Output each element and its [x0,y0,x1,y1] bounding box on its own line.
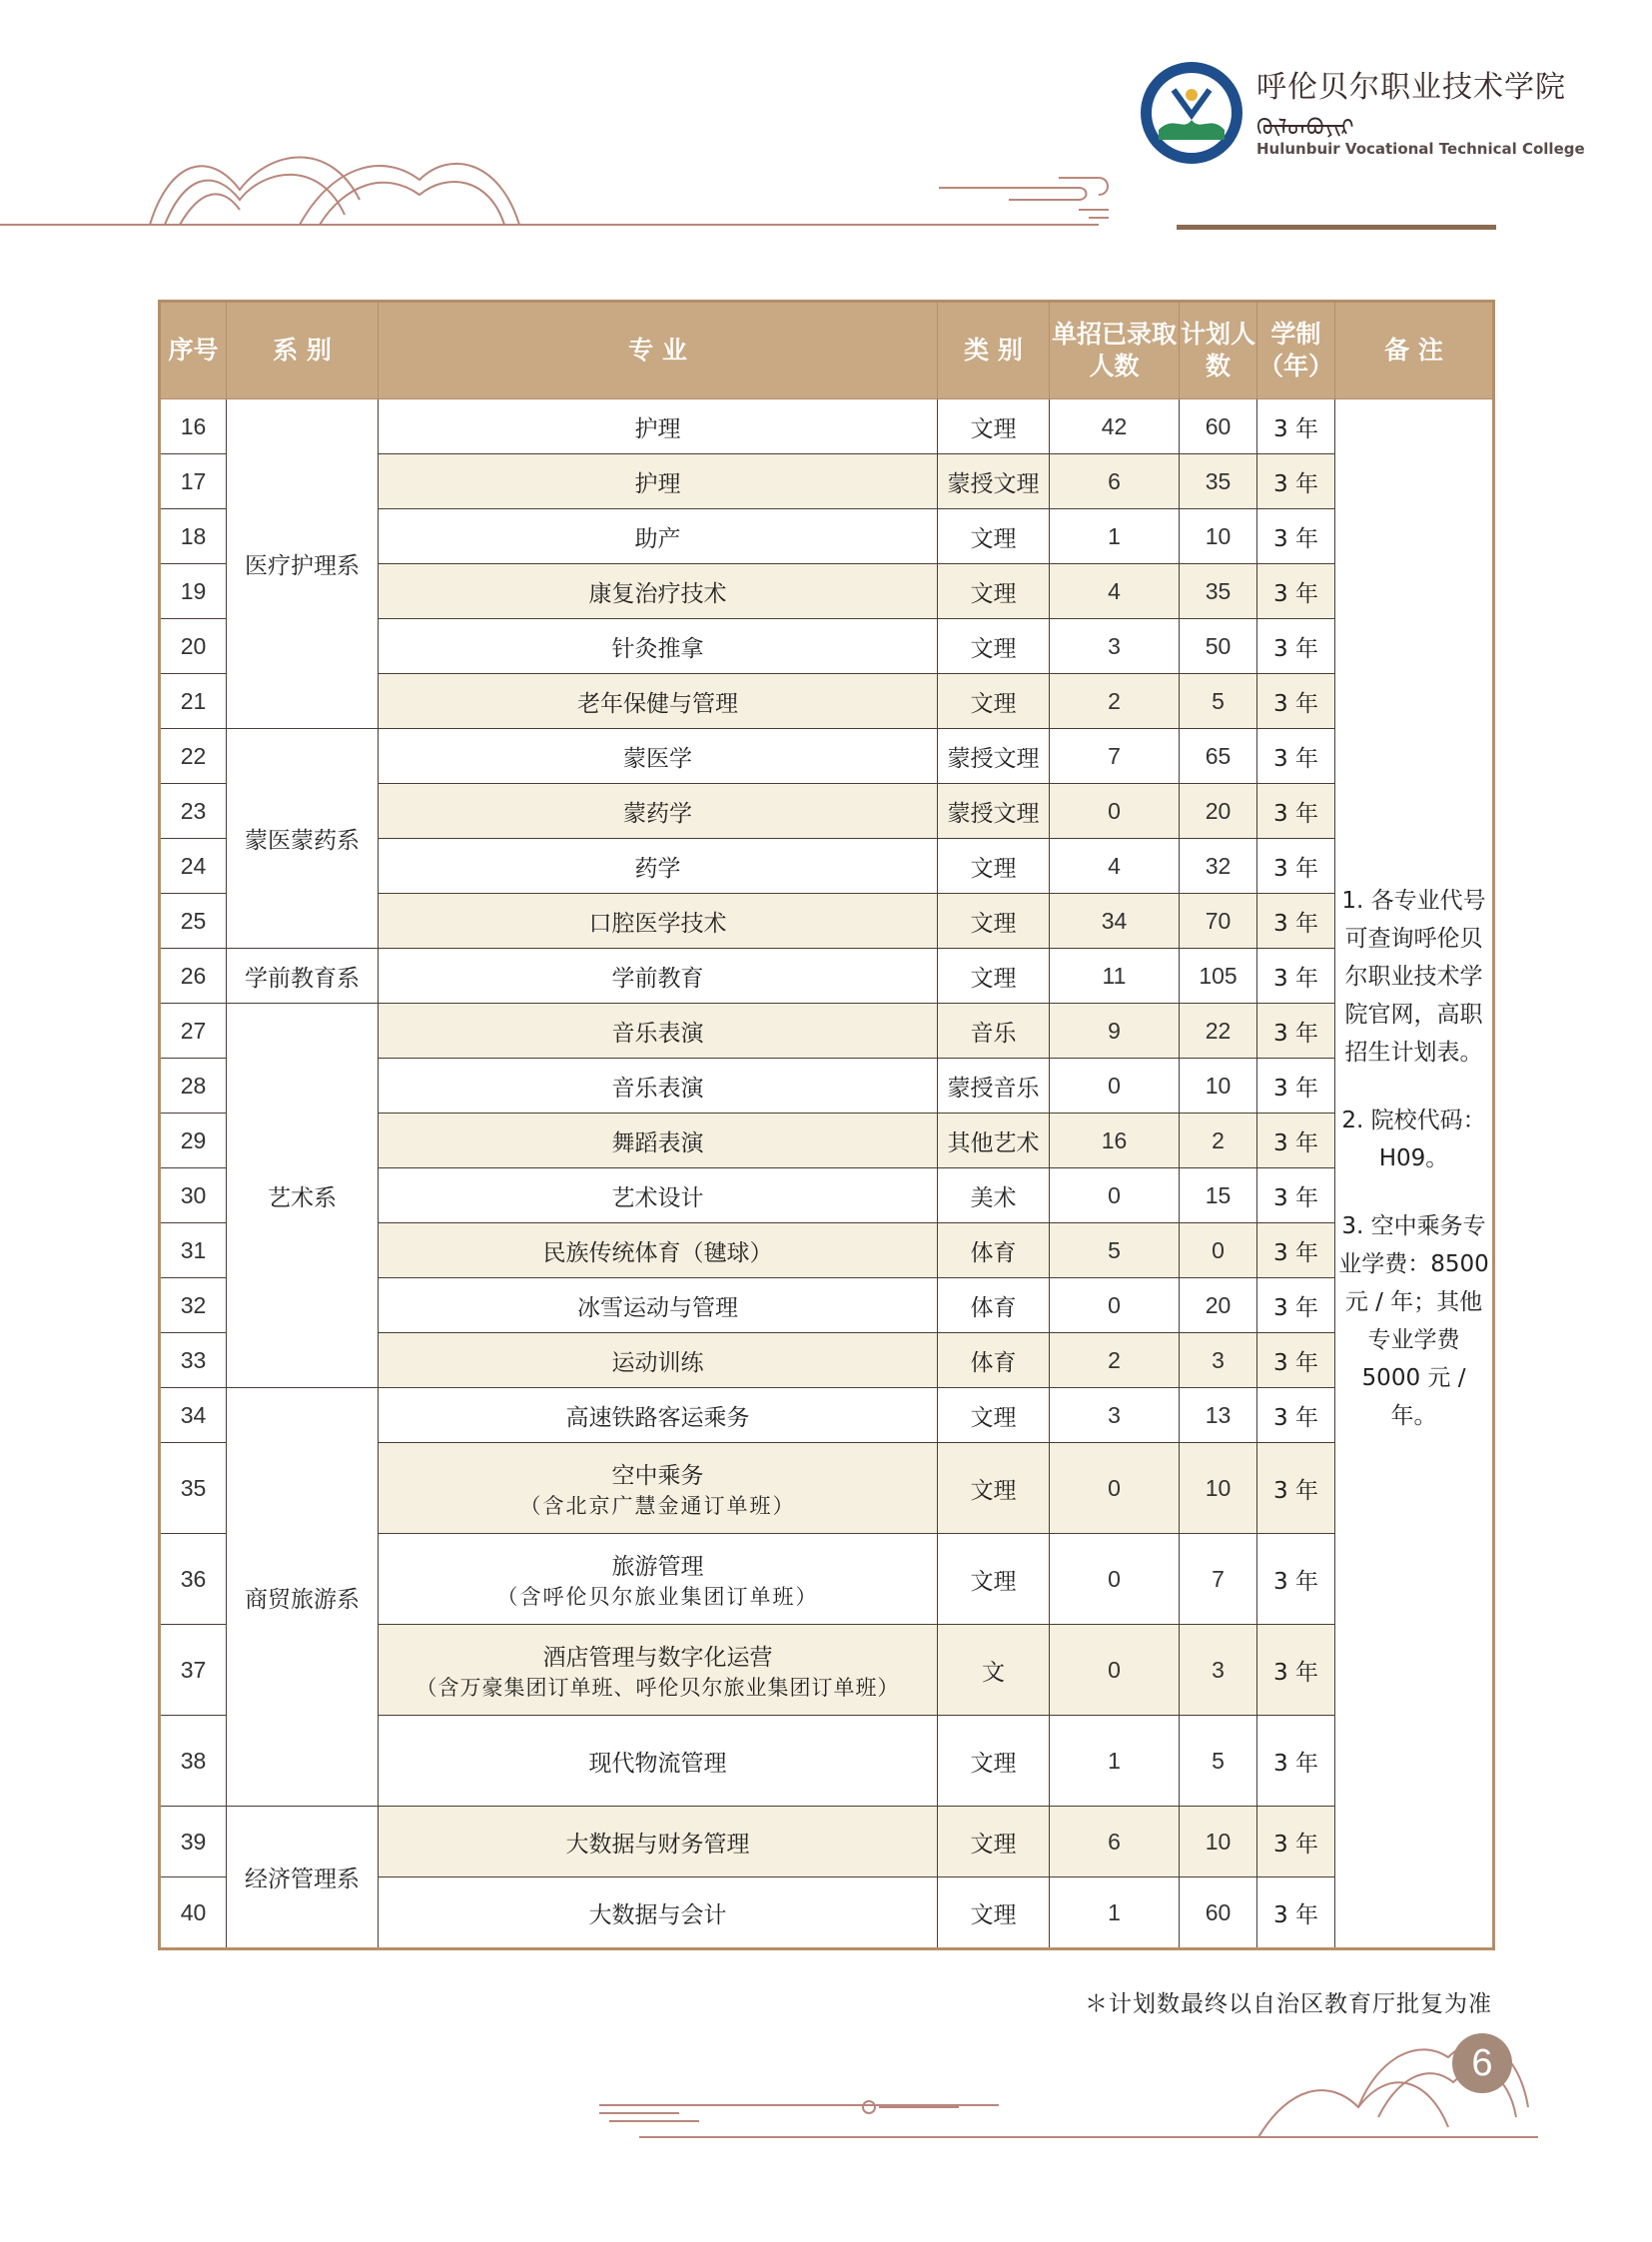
cell-no: 24 [160,839,227,894]
cell-category: 蒙授文理 [938,729,1050,784]
cell-admitted: 0 [1050,1278,1180,1333]
footnote: ＊计划数最终以自治区教育厅批复为准 [1085,1991,1492,2017]
cell-major: 音乐表演 [379,1004,938,1059]
cell-dept: 蒙医蒙药系 [227,729,379,949]
cell-years: 3 年 [1257,619,1335,674]
cell-major: 冰雪运动与管理 [379,1278,938,1333]
school-logo-block [1139,60,1652,170]
cell-major: 口腔医学技术 [379,894,938,949]
cell-dept: 经济管理系 [227,1807,379,1949]
table-row [160,1004,1494,1059]
page-number-badge: 6 [1452,2033,1512,2093]
cell-no: 26 [160,949,227,1004]
col-header-category: 类 别 [938,302,1050,399]
school-name-mongolian: ᠬᠥᠯᠥᠨᠪᠤᠶᠢᠷ [1256,116,1354,141]
cell-years: 3 年 [1257,1059,1335,1114]
cell-plan: 13 [1180,1388,1257,1443]
cell-category: 音乐 [938,1004,1050,1059]
cell-plan: 32 [1180,839,1257,894]
cell-admitted: 0 [1050,1443,1180,1534]
cell-major: 艺术设计 [379,1168,938,1223]
cell-category: 文理 [938,1534,1050,1625]
cell-major: 助产 [379,509,938,564]
cell-years: 3 年 [1257,454,1335,509]
school-emblem-icon [1139,60,1244,166]
note-3: 3. 空中乘务专业学费：8500 元 / 年；其他专业学费 5000 元 / 年。 [1338,1213,1489,1429]
cell-category: 文理 [938,1877,1050,1949]
col-header-major: 专 业 [379,302,938,399]
cell-major: 大数据与会计 [379,1877,938,1949]
cell-plan: 50 [1180,619,1257,674]
col-header-years: 学制（年） [1257,302,1335,399]
cell-dept: 商贸旅游系 [227,1388,379,1807]
cell-years: 3 年 [1257,1223,1335,1278]
cell-plan: 20 [1180,1278,1257,1333]
cell-plan: 10 [1180,1059,1257,1114]
cell-admitted: 16 [1050,1114,1180,1168]
cell-years: 3 年 [1257,1333,1335,1388]
cell-years: 3 年 [1257,949,1335,1004]
table-row [160,1388,1494,1443]
cell-admitted: 3 [1050,619,1180,674]
cell-admitted: 3 [1050,1388,1180,1443]
cell-plan: 3 [1180,1625,1257,1716]
major-sub: （含万豪集团订单班、呼伦贝尔旅业集团订单班） [415,1675,900,1700]
cell-admitted: 2 [1050,1333,1180,1388]
major-name: 空中乘务 [611,1462,704,1489]
cell-years: 3 年 [1257,564,1335,619]
cell-no: 29 [160,1114,227,1168]
cell-plan: 22 [1180,1004,1257,1059]
cell-category: 文理 [938,564,1050,619]
cell-years: 3 年 [1257,1443,1335,1534]
cell-admitted: 0 [1050,1625,1180,1716]
cell-category: 其他艺术 [938,1114,1050,1168]
col-header-admitted: 单招已录取人数 [1050,302,1180,399]
cell-plan: 60 [1180,399,1257,454]
cell-dept: 学前教育系 [227,949,379,1004]
cell-admitted: 4 [1050,564,1180,619]
cell-dept: 艺术系 [227,1004,379,1388]
cell-years: 3 年 [1257,1004,1335,1059]
col-header-notes: 备 注 [1335,302,1494,399]
major-name: 旅游管理 [611,1553,704,1580]
cell-admitted: 1 [1050,1877,1180,1949]
cell-notes [1335,399,1494,1949]
cell-admitted: 2 [1050,674,1180,729]
cell-no: 31 [160,1223,227,1278]
cell-admitted: 7 [1050,729,1180,784]
cell-dept: 医疗护理系 [227,399,379,729]
cell-years: 3 年 [1257,674,1335,729]
cell-admitted: 34 [1050,894,1180,949]
cell-no: 38 [160,1716,227,1807]
cell-admitted: 11 [1050,949,1180,1004]
header-rule [1177,225,1496,230]
cell-no: 25 [160,894,227,949]
cell-no: 35 [160,1443,227,1534]
cell-admitted: 1 [1050,509,1180,564]
cell-no: 32 [160,1278,227,1333]
cell-admitted: 0 [1050,784,1180,839]
table-row [160,949,1494,1004]
table-row [160,729,1494,784]
cell-admitted: 0 [1050,1168,1180,1223]
major-sub: （含北京广慧金通订单班） [519,1493,796,1518]
cell-admitted: 0 [1050,1534,1180,1625]
cell-major: 现代物流管理 [379,1716,938,1807]
cell-plan: 10 [1180,1807,1257,1877]
cell-plan: 70 [1180,894,1257,949]
table-row [160,1807,1494,1877]
cell-major [379,1534,938,1625]
cell-category: 文理 [938,619,1050,674]
cell-category: 体育 [938,1278,1050,1333]
cell-major: 运动训练 [379,1333,938,1388]
cell-years: 3 年 [1257,1807,1335,1877]
cell-plan: 7 [1180,1534,1257,1625]
cell-category: 文理 [938,509,1050,564]
cell-no: 19 [160,564,227,619]
cell-plan: 10 [1180,509,1257,564]
col-header-plan: 计划人数 [1180,302,1257,399]
cell-plan: 65 [1180,729,1257,784]
cell-no: 20 [160,619,227,674]
cell-no: 30 [160,1168,227,1223]
cell-years: 3 年 [1257,729,1335,784]
cell-no: 37 [160,1625,227,1716]
cell-years: 3 年 [1257,399,1335,454]
cell-admitted: 9 [1050,1004,1180,1059]
school-name-en: Hulunbuir Vocational Technical College [1256,140,1585,158]
cell-major: 舞蹈表演 [379,1114,938,1168]
cell-plan: 60 [1180,1877,1257,1949]
cell-plan: 10 [1180,1443,1257,1534]
cell-major: 蒙药学 [379,784,938,839]
cell-category: 美术 [938,1168,1050,1223]
cell-no: 39 [160,1807,227,1877]
cell-no: 28 [160,1059,227,1114]
cell-major: 高速铁路客运乘务 [379,1388,938,1443]
cell-years: 3 年 [1257,1388,1335,1443]
cell-plan: 5 [1180,674,1257,729]
cell-category: 蒙授音乐 [938,1059,1050,1114]
cell-no: 18 [160,509,227,564]
cell-major: 药学 [379,839,938,894]
cell-plan: 0 [1180,1223,1257,1278]
cell-years: 3 年 [1257,894,1335,949]
cell-years: 3 年 [1257,1534,1335,1625]
cell-category: 文理 [938,894,1050,949]
cell-category: 文理 [938,1443,1050,1534]
cell-years: 3 年 [1257,839,1335,894]
cell-no: 27 [160,1004,227,1059]
cell-category: 文理 [938,399,1050,454]
col-header-no: 序号 [160,302,227,399]
cell-years: 3 年 [1257,1877,1335,1949]
cell-admitted: 5 [1050,1223,1180,1278]
cell-category: 体育 [938,1333,1050,1388]
cell-admitted: 6 [1050,1807,1180,1877]
cell-years: 3 年 [1257,784,1335,839]
cell-no: 34 [160,1388,227,1443]
cell-category: 文理 [938,674,1050,729]
cell-major: 蒙医学 [379,729,938,784]
school-name-cn: 呼伦贝尔职业技术学院 [1256,70,1566,105]
cell-years: 3 年 [1257,1114,1335,1168]
cell-category: 体育 [938,1223,1050,1278]
cell-major: 针灸推拿 [379,619,938,674]
cell-major: 民族传统体育（毽球） [379,1223,938,1278]
cell-major [379,1443,938,1534]
cell-no: 36 [160,1534,227,1625]
table-header-row [160,302,1494,399]
cell-no: 21 [160,674,227,729]
cell-years: 3 年 [1257,509,1335,564]
cell-major [379,1625,938,1716]
cell-admitted: 4 [1050,839,1180,894]
cell-category: 蒙授文理 [938,454,1050,509]
cell-admitted: 1 [1050,1716,1180,1807]
cell-admitted: 0 [1050,1059,1180,1114]
cell-major: 护理 [379,454,938,509]
note-1: 1. 各专业代号可查询呼伦贝尔职业技术学院官网，高职招生计划表。 [1341,888,1486,1066]
cell-plan: 35 [1180,454,1257,509]
cell-years: 3 年 [1257,1716,1335,1807]
table-row [160,399,1494,454]
cell-major: 大数据与财务管理 [379,1807,938,1877]
major-sub: （含呼伦贝尔旅业集团订单班） [496,1584,819,1609]
cell-years: 3 年 [1257,1625,1335,1716]
cell-plan: 20 [1180,784,1257,839]
cell-plan: 15 [1180,1168,1257,1223]
cell-category: 文理 [938,1716,1050,1807]
cell-major: 康复治疗技术 [379,564,938,619]
cell-admitted: 6 [1050,454,1180,509]
cell-plan: 5 [1180,1716,1257,1807]
cell-category: 文 [938,1625,1050,1716]
major-name: 酒店管理与数字化运营 [542,1644,773,1671]
cell-plan: 3 [1180,1333,1257,1388]
cell-major: 音乐表演 [379,1059,938,1114]
cell-plan: 2 [1180,1114,1257,1168]
cell-no: 23 [160,784,227,839]
cell-no: 22 [160,729,227,784]
cell-category: 文理 [938,839,1050,894]
cell-no: 17 [160,454,227,509]
cell-major: 老年保健与管理 [379,674,938,729]
enrollment-plan-table [158,300,1495,1950]
cell-admitted: 42 [1050,399,1180,454]
cell-major: 护理 [379,399,938,454]
cell-plan: 105 [1180,949,1257,1004]
cell-category: 蒙授文理 [938,784,1050,839]
cell-years: 3 年 [1257,1278,1335,1333]
cell-plan: 35 [1180,564,1257,619]
cell-category: 文理 [938,949,1050,1004]
cell-category: 文理 [938,1807,1050,1877]
cell-category: 文理 [938,1388,1050,1443]
note-2: 2. 院校代码：H09。 [1341,1108,1486,1171]
cell-years: 3 年 [1257,1168,1335,1223]
cell-no: 16 [160,399,227,454]
cell-no: 40 [160,1877,227,1949]
cell-no: 33 [160,1333,227,1388]
cell-major: 学前教育 [379,949,938,1004]
col-header-dept: 系 别 [227,302,379,399]
